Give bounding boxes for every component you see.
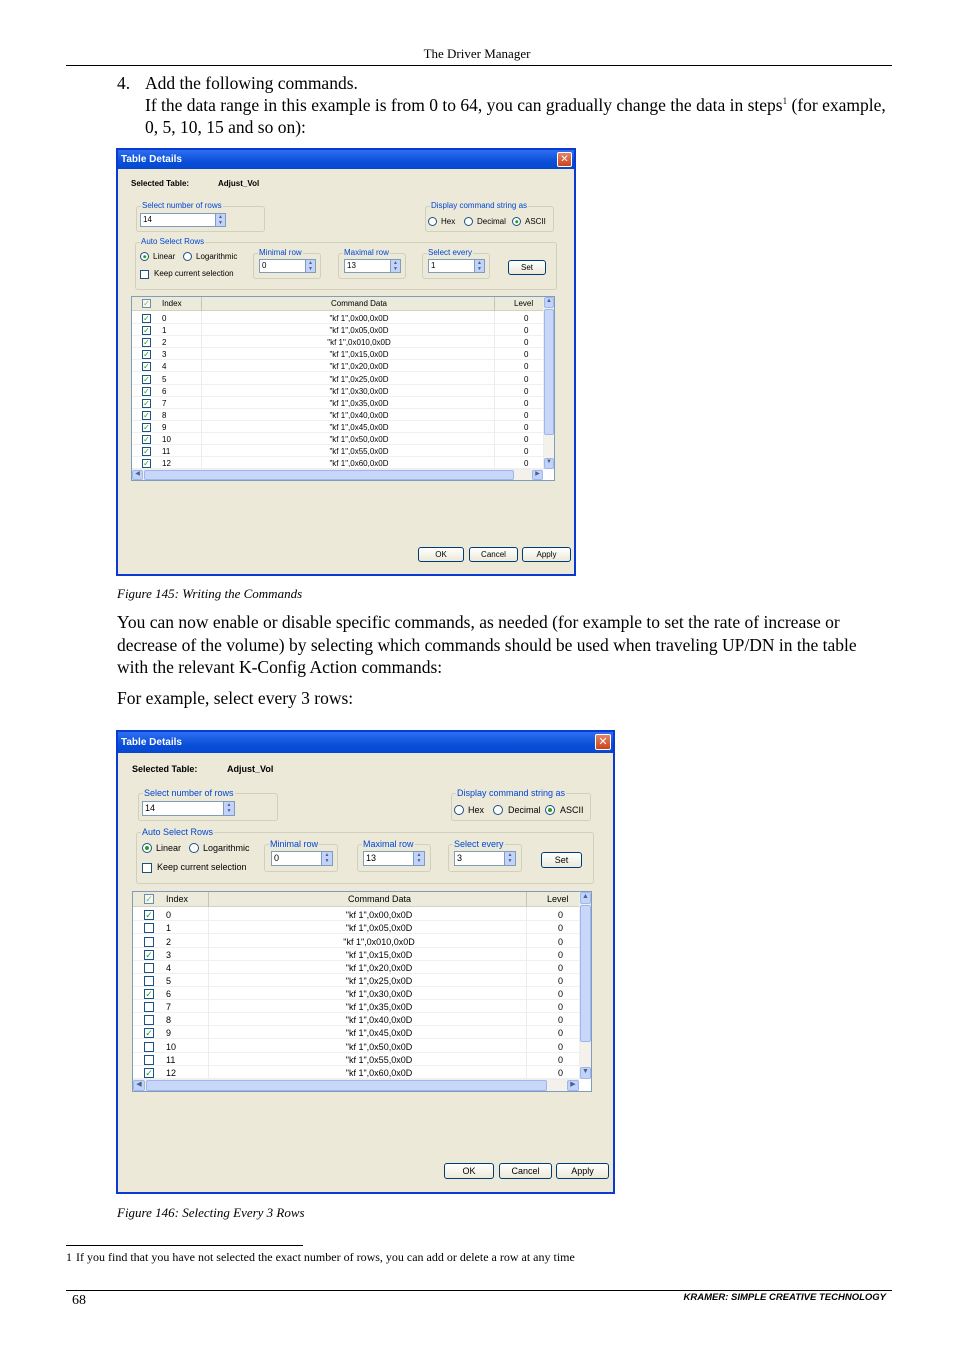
row-index: 3 [166, 950, 172, 960]
row-command-data: "kf 1",0x00,0x0D [345, 910, 413, 920]
row-command-data: "kf 1",0x60,0x0D [329, 459, 389, 468]
step-4 [117, 72, 897, 138]
display-hex-label: Hex [441, 217, 456, 226]
row-index: 1 [166, 923, 172, 933]
row-level: 0 [558, 1055, 564, 1065]
minimal-row-stepper-value: 0 [274, 853, 280, 863]
minimal-row-stepper-value: 0 [262, 261, 267, 270]
horizontal-scroll-thumb[interactable] [144, 470, 514, 480]
row-enable-checkbox[interactable] [142, 459, 151, 468]
rows-count-stepper-value: 14 [143, 215, 152, 224]
step-line-2-end: (for example, 0, 5, 10, 15 and so on): [145, 95, 886, 137]
row-enable-checkbox[interactable] [144, 923, 154, 933]
keep-selection-label: Keep current selection [157, 862, 247, 872]
footnote-ref: 1 [782, 96, 788, 106]
row-index: 11 [162, 447, 171, 456]
column-divider [208, 907, 209, 1081]
row-level: 0 [558, 1042, 564, 1052]
row-enable-checkbox[interactable] [142, 447, 151, 456]
row-enable-checkbox[interactable] [142, 423, 151, 432]
header-divider [494, 297, 495, 311]
row-enable-checkbox[interactable] [142, 338, 151, 347]
ok-button[interactable]: OK [418, 547, 464, 562]
row-index: 1 [162, 326, 167, 335]
display-ascii-label: ASCII [560, 805, 584, 815]
page-number: 68 [72, 1293, 86, 1308]
display-group-title: Display command string as [431, 201, 528, 210]
row-command-data: "kf 1",0x20,0x0D [329, 362, 389, 371]
row-enable-checkbox[interactable] [142, 350, 151, 359]
footnote-rule [66, 1245, 303, 1246]
dialog-content [118, 169, 574, 574]
ok-button[interactable]: OK [444, 1163, 494, 1179]
row-enable-checkbox[interactable] [144, 1068, 154, 1078]
spin-up-icon[interactable]: ▲ [226, 801, 232, 808]
row-index: 8 [166, 1015, 172, 1025]
row-command-data: "kf 1",0x50,0x0D [329, 435, 389, 444]
row-enable-checkbox[interactable] [142, 435, 151, 444]
row-command-data: "kf 1",0x30,0x0D [329, 387, 389, 396]
vertical-scrollbar[interactable] [579, 892, 591, 1079]
auto-linear-label: Linear [156, 843, 182, 853]
row-enable-checkbox[interactable] [144, 950, 154, 960]
horizontal-scrollbar[interactable] [133, 1079, 579, 1091]
row-command-data: "kf 1",0x25,0x0D [329, 375, 389, 384]
row-enable-checkbox[interactable] [144, 937, 154, 947]
row-index: 6 [166, 989, 172, 999]
display-ascii-label: ASCII [525, 217, 546, 226]
display-ascii-radio[interactable] [512, 217, 521, 226]
table-header [133, 892, 581, 907]
row-level: 0 [524, 362, 529, 371]
table-details-dialog-fig146 [116, 730, 615, 1194]
row-enable-checkbox[interactable] [144, 1015, 154, 1025]
table-row[interactable] [133, 948, 581, 961]
display-decimal-label: Decimal [508, 805, 541, 815]
auto-logarithmic-label: Logarithmic [203, 843, 250, 853]
row-index: 0 [166, 910, 172, 920]
keep-selection-checkbox[interactable] [142, 863, 152, 873]
table-row[interactable] [132, 324, 545, 336]
row-level: 0 [558, 910, 564, 920]
row-index: 5 [162, 375, 167, 384]
minimal-row-stepper[interactable] [259, 259, 316, 273]
row-index: 4 [166, 963, 172, 973]
step-line-2-text: If the data range in this example is from 0 to 64, you can gradually change the data in steps [145, 95, 783, 115]
table-header [132, 297, 545, 311]
display-hex-radio[interactable] [428, 217, 437, 226]
scroll-down-icon[interactable]: ▼ [544, 458, 554, 469]
row-index: 12 [166, 1068, 177, 1078]
minimal-row-stepper-arrows-icon[interactable] [321, 852, 332, 865]
spin-up-icon[interactable]: ▲ [416, 851, 422, 858]
row-level: 0 [558, 1002, 564, 1012]
command-table [131, 296, 555, 481]
footnote-text: If you find that you have not selected the exact number of rows, you can add or delete a row at any time [76, 1250, 575, 1264]
select-every-stepper[interactable] [428, 259, 485, 273]
footnote [66, 1250, 575, 1265]
rows-count-stepper-value: 14 [145, 803, 156, 813]
display-hex-radio[interactable] [454, 805, 464, 815]
table-row[interactable] [133, 935, 581, 948]
maximal-row-stepper-value: 13 [347, 261, 356, 270]
spin-down-icon[interactable]: ▼ [308, 265, 313, 272]
vertical-scroll-thumb[interactable] [544, 309, 554, 435]
row-command-data: "kf 1",0x05,0x0D [329, 326, 389, 335]
row-command-data: "kf 1",0x45,0x0D [345, 1028, 413, 1038]
row-command-data: "kf 1",0x010,0x0D [327, 338, 391, 347]
auto-select-group-title: Auto Select Rows [142, 827, 214, 837]
display-hex-label: Hex [468, 805, 485, 815]
scroll-down-icon[interactable]: ▼ [580, 1067, 591, 1079]
row-level: 0 [558, 950, 564, 960]
step-line-1: Add the following commands. [145, 73, 358, 93]
display-decimal-label: Decimal [477, 217, 506, 226]
footer-rule [66, 1290, 892, 1291]
spin-up-icon[interactable]: ▲ [218, 213, 223, 220]
row-index: 10 [162, 435, 171, 444]
table-row[interactable] [133, 974, 581, 987]
column-divider [201, 311, 202, 471]
spin-down-icon[interactable]: ▼ [393, 265, 398, 272]
row-level: 0 [524, 314, 529, 323]
table-row[interactable] [133, 1000, 581, 1013]
row-enable-checkbox[interactable] [144, 963, 154, 973]
row-enable-checkbox[interactable] [142, 387, 151, 396]
row-level: 0 [558, 1068, 564, 1078]
figure-146-caption: Figure 146: Selecting Every 3 Rows [117, 1205, 305, 1220]
table-row[interactable] [133, 1026, 581, 1039]
spin-up-icon[interactable]: ▲ [477, 259, 482, 266]
row-index: 5 [166, 976, 172, 986]
vertical-scroll-thumb[interactable] [580, 905, 591, 1042]
row-index: 12 [162, 459, 171, 468]
row-index: 8 [162, 411, 167, 420]
row-index: 2 [162, 338, 167, 347]
rows-count-stepper-arrows-icon[interactable] [215, 214, 225, 226]
table-row[interactable] [133, 908, 581, 921]
column-divider [494, 311, 495, 471]
spin-down-icon[interactable]: ▼ [324, 858, 330, 865]
maximal-row-stepper[interactable] [363, 851, 425, 866]
table-row[interactable] [132, 457, 545, 469]
auto-linear-radio[interactable] [142, 843, 152, 853]
display-ascii-radio[interactable] [545, 805, 555, 815]
rows-count-stepper-arrows-icon[interactable] [223, 802, 234, 815]
step-number: 4. [117, 73, 131, 93]
step-line-2 [145, 94, 897, 138]
row-command-data: "kf 1",0x25,0x0D [345, 976, 413, 986]
row-command-data: "kf 1",0x60,0x0D [345, 1068, 413, 1078]
row-enable-checkbox[interactable] [142, 362, 151, 371]
dialog-title: Table Details [121, 737, 182, 748]
row-index: 7 [166, 1002, 172, 1012]
spin-down-icon[interactable]: ▼ [477, 265, 482, 272]
table-row[interactable] [132, 348, 545, 360]
select-every-group-title: Select every [454, 839, 504, 849]
row-enable-checkbox[interactable] [144, 1055, 154, 1065]
maximal-row-stepper-arrows-icon[interactable] [390, 260, 400, 272]
cancel-button[interactable]: Cancel [469, 547, 518, 562]
table-row[interactable] [132, 336, 545, 348]
table-row[interactable] [133, 961, 581, 974]
row-enable-checkbox[interactable] [142, 411, 151, 420]
display-decimal-radio[interactable] [464, 217, 473, 226]
row-index: 11 [166, 1055, 176, 1065]
row-level: 0 [524, 399, 529, 408]
rows-count-stepper[interactable] [142, 801, 235, 816]
select-every-stepper-value: 1 [431, 261, 436, 270]
table-row[interactable] [132, 433, 545, 445]
row-level: 0 [558, 1015, 564, 1025]
table-row[interactable] [132, 360, 545, 372]
header-divider [208, 892, 209, 907]
header-command-data[interactable]: Command Data [330, 299, 388, 308]
apply-button[interactable]: Apply [556, 1163, 609, 1179]
header-divider [201, 297, 202, 311]
spin-up-icon[interactable]: ▲ [393, 259, 398, 266]
auto-linear-label: Linear [153, 252, 176, 261]
auto-logarithmic-label: Logarithmic [196, 252, 238, 261]
header-level[interactable]: Level [514, 299, 534, 308]
row-index: 4 [162, 362, 167, 371]
header-command-data[interactable]: Command Data [347, 894, 412, 904]
row-level: 0 [524, 411, 529, 420]
row-index: 3 [162, 350, 167, 359]
scroll-left-icon[interactable]: ◀ [133, 1080, 145, 1091]
select-every-stepper-value: 3 [457, 853, 463, 863]
row-level: 0 [558, 937, 564, 947]
dialog-title-bar [118, 150, 574, 169]
row-command-data: "kf 1",0x05,0x0D [345, 923, 413, 933]
header-select-all-checkbox[interactable] [144, 894, 154, 904]
row-enable-checkbox[interactable] [144, 1028, 154, 1038]
spin-down-icon[interactable]: ▼ [218, 219, 223, 226]
spin-down-icon[interactable]: ▼ [416, 858, 422, 865]
selected-table-value: Adjust_Vol [218, 179, 260, 188]
auto-logarithmic-radio[interactable] [183, 252, 192, 261]
select-every-stepper[interactable] [454, 851, 516, 866]
cancel-button[interactable]: Cancel [499, 1163, 552, 1179]
row-index: 10 [166, 1042, 177, 1052]
spin-down-icon[interactable]: ▼ [507, 858, 513, 865]
row-index: 2 [166, 937, 172, 947]
table-row[interactable] [132, 385, 545, 397]
auto-logarithmic-radio[interactable] [189, 843, 199, 853]
table-row[interactable] [133, 1040, 581, 1053]
display-decimal-radio[interactable] [493, 805, 503, 815]
header-select-all-checkbox[interactable] [142, 299, 151, 308]
maximal-row-stepper[interactable] [344, 259, 401, 273]
row-enable-checkbox[interactable] [144, 989, 154, 999]
row-level: 0 [524, 350, 529, 359]
row-command-data: "kf 1",0x50,0x0D [345, 1042, 413, 1052]
row-level: 0 [524, 447, 529, 456]
row-command-data: "kf 1",0x20,0x0D [345, 963, 413, 973]
row-command-data: "kf 1",0x35,0x0D [329, 399, 389, 408]
table-row[interactable] [132, 312, 545, 324]
row-index: 0 [162, 314, 167, 323]
minimal-row-stepper[interactable] [271, 851, 333, 866]
select-every-group-title: Select every [428, 248, 473, 257]
table-row[interactable] [132, 409, 545, 421]
maximal-row-stepper-arrows-icon[interactable] [413, 852, 424, 865]
maximal-row-group-title: Maximal row [363, 839, 414, 849]
select-every-stepper-arrows-icon[interactable] [474, 260, 484, 272]
row-enable-checkbox[interactable] [144, 910, 154, 920]
row-level: 0 [524, 326, 529, 335]
table-row[interactable] [133, 1053, 581, 1066]
row-command-data: "kf 1",0x15,0x0D [345, 950, 413, 960]
header-divider [526, 892, 527, 907]
scroll-right-icon[interactable]: ▶ [532, 470, 543, 480]
header-rule [66, 65, 892, 66]
row-enable-checkbox[interactable] [144, 1002, 154, 1012]
apply-button[interactable]: Apply [522, 547, 571, 562]
row-enable-checkbox[interactable] [144, 1042, 154, 1052]
table-details-dialog-fig145 [116, 148, 576, 576]
spin-down-icon[interactable]: ▼ [226, 808, 232, 815]
row-index: 9 [162, 423, 167, 432]
rows-count-stepper[interactable] [140, 213, 226, 227]
auto-select-group-title: Auto Select Rows [141, 237, 205, 246]
header-level[interactable]: Level [547, 894, 569, 904]
command-table [132, 891, 592, 1092]
rows-group-title: Select number of rows [142, 201, 222, 210]
row-level: 0 [524, 375, 529, 384]
header-index[interactable]: Index [162, 299, 182, 308]
table-row[interactable] [133, 921, 581, 934]
row-enable-checkbox[interactable] [142, 375, 151, 384]
row-level: 0 [558, 976, 564, 986]
row-index: 9 [166, 1028, 172, 1038]
row-command-data: "kf 1",0x55,0x0D [329, 447, 389, 456]
horizontal-scroll-thumb[interactable] [146, 1080, 547, 1091]
row-command-data: "kf 1",0x55,0x0D [345, 1055, 413, 1065]
row-enable-checkbox[interactable] [144, 976, 154, 986]
scroll-right-icon[interactable]: ▶ [567, 1080, 579, 1091]
spin-up-icon[interactable]: ▲ [507, 851, 513, 858]
vertical-scrollbar[interactable] [543, 297, 554, 469]
select-every-stepper-arrows-icon[interactable] [504, 852, 515, 865]
auto-linear-radio[interactable] [140, 252, 149, 261]
minimal-row-stepper-arrows-icon[interactable] [305, 260, 315, 272]
row-command-data: "kf 1",0x00,0x0D [329, 314, 389, 323]
rows-group-title: Select number of rows [144, 788, 234, 798]
row-enable-checkbox[interactable] [142, 399, 151, 408]
running-head: The Driver Manager [423, 46, 531, 61]
paragraph-select-every-3: For example, select every 3 rows: [117, 688, 354, 708]
spin-up-icon[interactable]: ▲ [324, 851, 330, 858]
row-level: 0 [558, 989, 564, 999]
row-enable-checkbox[interactable] [142, 314, 151, 323]
row-command-data: "kf 1",0x40,0x0D [329, 411, 389, 420]
row-command-data: "kf 1",0x30,0x0D [345, 989, 413, 999]
dialog-content [118, 753, 613, 1192]
close-icon[interactable]: ✕ [595, 734, 611, 750]
row-level: 0 [524, 459, 529, 468]
keep-selection-label: Keep current selection [154, 269, 234, 278]
row-level: 0 [558, 923, 564, 933]
table-row[interactable] [132, 397, 545, 409]
figure-145-caption: Figure 145: Writing the Commands [117, 586, 303, 601]
display-group-title: Display command string as [457, 788, 566, 798]
maximal-row-group-title: Maximal row [344, 248, 389, 257]
row-level: 0 [558, 963, 564, 973]
set-button[interactable]: Set [508, 260, 546, 275]
row-command-data: "kf 1",0x15,0x0D [329, 350, 389, 359]
table-row[interactable] [132, 373, 545, 385]
scroll-up-icon[interactable]: ▲ [580, 892, 591, 904]
row-level: 0 [558, 1028, 564, 1038]
keep-selection-checkbox[interactable] [140, 270, 149, 279]
paragraph-enable-disable: You can now enable or disable specific commands, as needed (for example to set the rate of increase or decrease of the volume) by selecting which commands should be used when traveling UP/DN in the table with the relevant K-Config Action commands: [117, 612, 857, 677]
close-icon[interactable]: ✕ [557, 152, 572, 167]
selected-table-value: Adjust_Vol [227, 764, 274, 774]
column-divider [526, 907, 527, 1081]
row-command-data: "kf 1",0x45,0x0D [329, 423, 389, 432]
header-index[interactable]: Index [166, 894, 189, 904]
table-row[interactable] [132, 445, 545, 457]
row-level: 0 [524, 338, 529, 347]
row-command-data: "kf 1",0x40,0x0D [345, 1015, 413, 1025]
brand-tagline: KRAMER: SIMPLE CREATIVE TECHNOLOGY [683, 1292, 886, 1303]
horizontal-scrollbar[interactable] [132, 469, 543, 480]
scroll-up-icon[interactable]: ▲ [544, 297, 554, 308]
set-button[interactable]: Set [541, 852, 582, 868]
row-level: 0 [524, 423, 529, 432]
footnote-number: 1 [66, 1250, 72, 1264]
selected-table-label: Selected Table: [131, 179, 190, 188]
row-level: 0 [524, 387, 529, 396]
table-row[interactable] [133, 1013, 581, 1026]
row-command-data: "kf 1",0x35,0x0D [345, 1002, 413, 1012]
row-level: 0 [524, 435, 529, 444]
table-row[interactable] [133, 987, 581, 1000]
maximal-row-stepper-value: 13 [366, 853, 377, 863]
selected-table-label: Selected Table: [132, 764, 198, 774]
dialog-title: Table Details [121, 154, 182, 165]
minimal-row-group-title: Minimal row [270, 839, 319, 849]
row-index: 6 [162, 387, 167, 396]
row-enable-checkbox[interactable] [142, 326, 151, 335]
scroll-left-icon[interactable]: ◀ [132, 470, 143, 480]
spin-up-icon[interactable]: ▲ [308, 259, 313, 266]
table-row[interactable] [132, 421, 545, 433]
row-index: 7 [162, 399, 167, 408]
dialog-title-bar [118, 732, 613, 753]
row-command-data: "kf 1",0x010,0x0D [343, 937, 415, 947]
table-row[interactable] [133, 1066, 581, 1079]
minimal-row-group-title: Minimal row [259, 248, 302, 257]
